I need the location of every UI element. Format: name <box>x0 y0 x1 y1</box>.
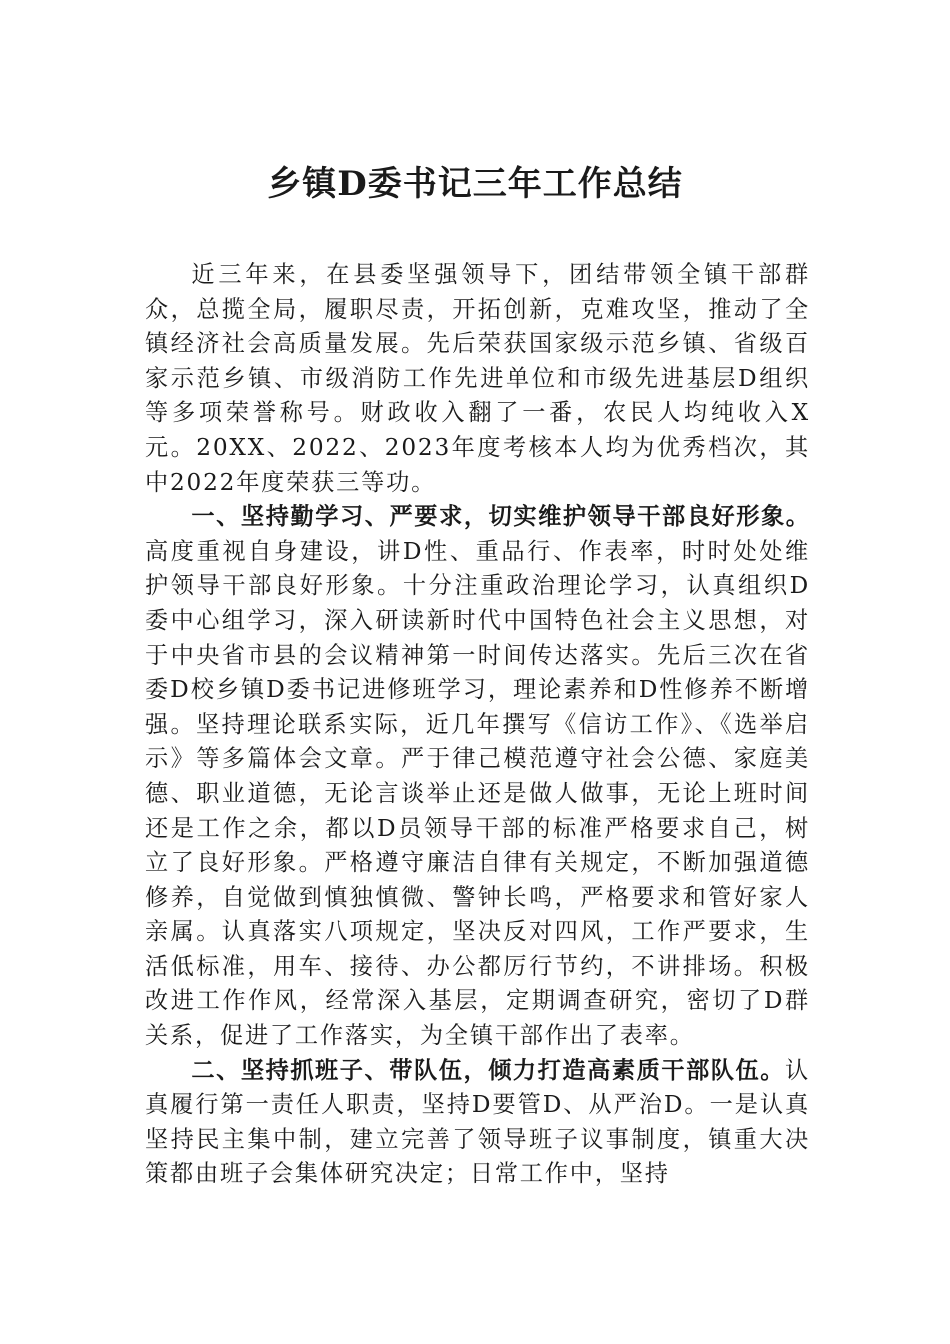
section-heading-one: 一、坚持勤学习、严要求，切实维护领导干部良好形象。 <box>191 503 810 531</box>
paragraph-intro <box>145 258 810 500</box>
section-heading-two: 二、坚持抓班子、带队伍，倾力打造高素质干部队伍。 <box>191 1056 785 1084</box>
paragraph-text: 近三年来，在县委坚强领导下，团结带领全镇干部群众，总揽全局，履职尽责，开拓创新，克难攻坚，推动了全镇经济社会高质量发展。先后荣获国家级示范乡镇、省级百家示范乡镇、市级消防工作先进单位和市级先进基层D组织等多项荣誉称号。财政收入翻了一番，农民人均纯收入X元。20XX、2022、2023年度考核本人均为优秀档次，其中2022年度荣获三等功。 <box>145 261 810 496</box>
paragraph-section-two <box>145 1054 810 1192</box>
paragraph-text: 高度重视自身建设，讲D性、重品行、作表率，时时处处维护领导干部良好形象。十分注重政治理论学习，认真组织D委中心组学习，深入研读新时代中国特色社会主义思想，对于中央省市县的会议精神第一时间传达落实。先后三次在省委D校乡镇D委书记进修班学习，理论素养和D性修养不断增强。坚持理论联系实际，近几年撰写《信访工作》、《选举启示》等多篇体会文章。严于律己模范遵守社会公德、家庭美德、职业道德，无论言谈举止还是做人做事，无论上班时间还是工作之余，都以D员领导干部的标准严格要求自己，树立了良好形象。严格遵守廉洁自律有关规定，不断加强道德修养，自觉做到慎独慎微、警钟长鸣，严格要求和管好家人亲属。认真落实八项规定，坚决反对四风，工作严要求，生活低标准，用车、接待、办公都厉行节约，不讲排场。积极改进工作作风，经常深入基层，定期调查研究，密切了D群关系，促进了工作落实，为全镇干部作出了表率。 <box>145 537 810 1050</box>
paragraph-section-one <box>145 500 810 1054</box>
document-title: 乡镇D委书记三年工作总结 <box>267 164 683 204</box>
document-body <box>145 258 810 1192</box>
paragraph-text: 认真履行第一责任人职责，坚持D要管D、从严治D。一是认真坚持民主集中制，建立完善了领导班子议事制度，镇重大决策都由班子会集体研究决定；日常工作中，坚持 <box>145 1056 810 1188</box>
